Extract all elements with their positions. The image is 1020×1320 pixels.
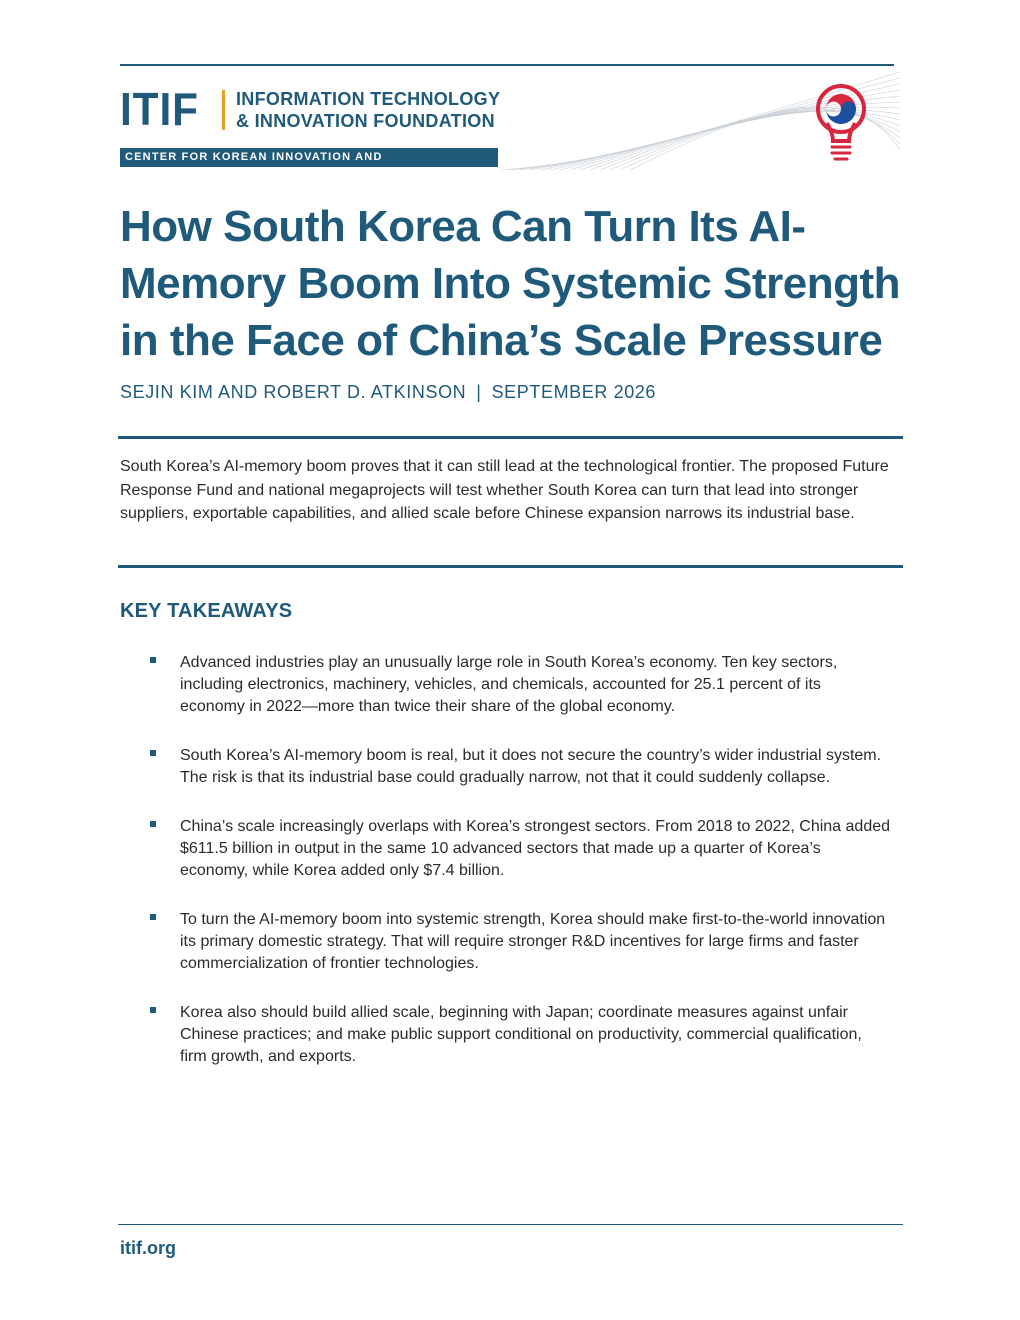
takeaway-item bbox=[150, 1002, 890, 1068]
logo-name bbox=[236, 88, 500, 132]
takeaway-text: South Korea’s AI-memory boom is real, but it does not secure the country’s wider industrial system. The risk is that its industrial base could gradually narrow, not that it could suddenly collapse. bbox=[180, 747, 882, 786]
footer-site-link[interactable]: itif.org bbox=[120, 1238, 176, 1258]
report-title: How South Korea Can Turn Its AI-Memory Boom Into Systemic Strength in the Face of China’s Scale Pressure bbox=[120, 202, 901, 365]
takeaway-item bbox=[150, 652, 890, 718]
abstract-top-rule bbox=[118, 436, 903, 439]
takeaway-text: China’s scale increasingly overlaps with Korea’s strongest sectors. From 2018 to 2022, China added $611.5 billion in output in the same 10 advanced sectors that made up a quarter of Korea’s economy, while Korea added only $7.4 billion. bbox=[180, 818, 891, 879]
takeaway-text: Korea also should build allied scale, beginning with Japan; coordinate measures against unfair Chinese practices; and make public support conditional on productivity, commercial qualification, firm growth, and exports. bbox=[180, 1004, 862, 1065]
publication-date: SEPTEMBER 2026 bbox=[491, 382, 657, 402]
key-takeaways-list bbox=[150, 652, 890, 1095]
square-bullet-icon bbox=[150, 1007, 156, 1013]
square-bullet-icon bbox=[150, 657, 156, 663]
byline bbox=[120, 382, 656, 403]
takeaway-item bbox=[150, 909, 890, 975]
byline-separator: | bbox=[476, 382, 482, 402]
takeaway-text: To turn the AI-memory boom into systemic strength, Korea should make first-to-the-world innovation its primary domestic strategy. That will require stronger R&D incentives for large firms and faster commercialization of frontier technologies. bbox=[180, 911, 886, 972]
takeaway-item bbox=[150, 816, 890, 882]
square-bullet-icon bbox=[150, 750, 156, 756]
takeaway-item bbox=[150, 745, 890, 789]
lightbulb-taeguk-icon bbox=[813, 83, 869, 165]
authors: SEJIN KIM AND ROBERT D. ATKINSON bbox=[120, 382, 467, 402]
abstract: South Korea’s AI-memory boom proves that it can still lead at the technological frontier. The proposed Future Response Fund and national megaprojects will test whether South Korea can turn that lead into stronger suppliers, exportable capabilities, and allied scale before Chinese expansion narrows its industrial base. bbox=[120, 458, 889, 522]
key-takeaways-heading: KEY TAKEAWAYS bbox=[120, 600, 293, 622]
square-bullet-icon bbox=[150, 821, 156, 827]
square-bullet-icon bbox=[150, 914, 156, 920]
report-header bbox=[120, 66, 894, 182]
takeaway-text: Advanced industries play an unusually large role in South Korea’s economy. Ten key sectors, including electronics, machinery, vehicles, and chemicals, accounted for 25.1 percent of its economy in 2022—more than twice their share of the global economy. bbox=[180, 654, 838, 715]
footer-rule bbox=[118, 1224, 903, 1225]
logo-acronym: ITIF bbox=[120, 83, 199, 135]
center-name-band: CENTER FOR KOREAN INNOVATION AND COMPETITIVENESS bbox=[120, 148, 498, 167]
abstract-bottom-rule bbox=[118, 565, 903, 568]
logo-divider bbox=[222, 90, 225, 130]
logo-name-line1: INFORMATION TECHNOLOGY bbox=[236, 89, 501, 109]
logo-name-line2: & INNOVATION FOUNDATION bbox=[236, 111, 495, 131]
